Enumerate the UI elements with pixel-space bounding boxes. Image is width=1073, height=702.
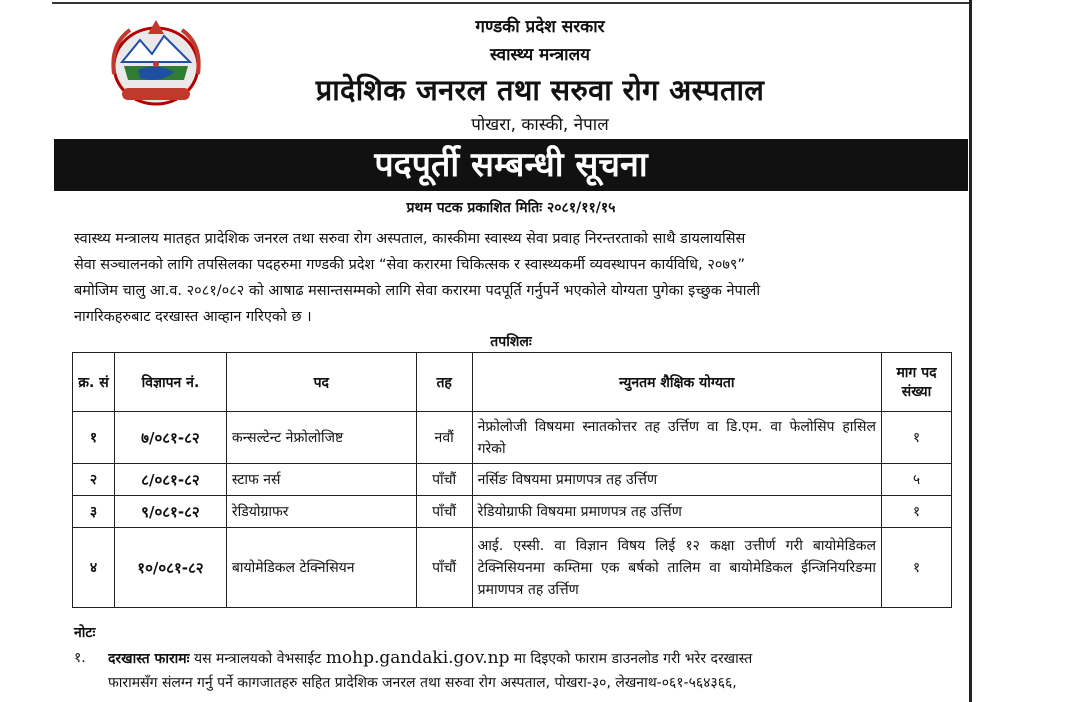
- header-ad-no: विज्ञापन नं.: [114, 353, 226, 412]
- header-demand: माग पद संख्या: [882, 353, 952, 412]
- intro-line: सेवा सञ्चालनको लागि तपसिलका पदहरुमा गण्डकी प्रदेश “सेवा करारमा चिकित्सक र स्वास्थ्यकर्मी व्यवस्थापन कार्यविधि, २०७९”: [74, 257, 745, 273]
- published-date: प्रथम पटक प्रकाशित मितिः २०८१/११/१५: [406, 200, 616, 216]
- ministry-name: स्वास्थ्य मन्त्रालय: [490, 45, 590, 65]
- cell-post: स्टाफ नर्स: [226, 464, 416, 496]
- nepal-emblem-icon: [100, 14, 212, 114]
- website-link[interactable]: mohp.gandaki.gov.np: [325, 648, 510, 668]
- notes-label: नोटः: [74, 625, 96, 641]
- cell-ad-no: ७/०८१-८२: [114, 412, 226, 464]
- table-row: [73, 464, 952, 496]
- intro-line: बमोजिम चालु आ.व. २०८१/०८२ को आषाढ मसान्तसम्मको लागि सेवा करारमा पदपूर्ति गर्नुपर्ने भएकोले योग्यता पुगेका इच्छुक नेपाली: [74, 283, 761, 299]
- intro-paragraph: [74, 226, 950, 330]
- cell-qualification: नेफ्रोलोजी विषयमा स्नातकोत्तर तह उर्त्तिण वा डि.एम. वा फेलोसिप हासिल गरेको: [472, 412, 881, 464]
- notice-title: पदपूर्ती सम्बन्धी सूचना: [54, 139, 968, 191]
- right-border: [969, 0, 972, 702]
- vacancy-table: [72, 352, 952, 608]
- intro-line: नागरिकहरुबाट दरखास्त आव्हान गरिएको छ ।: [74, 309, 312, 325]
- government-name: गण्डकी प्रदेश सरकार: [475, 17, 605, 37]
- table-row: [73, 496, 952, 528]
- hospital-name: प्रादेशिक जनरल तथा सरुवा रोग अस्पताल: [315, 73, 765, 107]
- note-item: [74, 646, 952, 695]
- header-qualification: न्युनतम शैक्षिक योग्यता: [472, 353, 881, 412]
- cell-sn: ४: [73, 528, 115, 608]
- cell-level: पाँचौं: [416, 496, 472, 528]
- cell-demand: १: [882, 412, 952, 464]
- note-line: [108, 646, 952, 671]
- cell-qualification: आई. एस्सी. वा विज्ञान विषय लिई १२ कक्षा उत्तीर्ण गरी बायोमेडिकल टेक्निसियनमा कम्तिमा एक बर्षको तालिम वा बायोमेडिकल ईन्जिनियरिङमा प्रमाणपत्र तह उर्त्तिण: [472, 528, 881, 608]
- note-text: यस मन्त्रालयको वेभसाईट: [189, 651, 326, 667]
- cell-sn: १: [73, 412, 115, 464]
- details-title: तपशिलः: [490, 334, 532, 350]
- cell-qualification: नर्सिङ विषयमा प्रमाणपत्र तह उर्त्तिण: [472, 464, 881, 496]
- cell-ad-no: १०/०८१-८२: [114, 528, 226, 608]
- table-header-row: [73, 353, 952, 412]
- cell-sn: ३: [73, 496, 115, 528]
- header-sn: क्र. सं: [73, 353, 115, 412]
- header-post: पद: [226, 353, 416, 412]
- cell-level: पाँचौं: [416, 464, 472, 496]
- top-border: [52, 2, 972, 4]
- cell-demand: १: [882, 528, 952, 608]
- table-row: [73, 412, 952, 464]
- cell-level: पाँचौं: [416, 528, 472, 608]
- cell-demand: १: [882, 496, 952, 528]
- note-number: १.: [74, 650, 86, 666]
- cell-post: रेडियोग्राफर: [226, 496, 416, 528]
- header-level: तह: [416, 353, 472, 412]
- cell-post: कन्सल्टेन्ट नेफ्रोलोजिष्ट: [226, 412, 416, 464]
- cell-level: नवौं: [416, 412, 472, 464]
- cell-ad-no: ९/०८१-८२: [114, 496, 226, 528]
- cell-post: बायोमेडिकल टेक्निसियन: [226, 528, 416, 608]
- cell-sn: २: [73, 464, 115, 496]
- cell-demand: ५: [882, 464, 952, 496]
- note-line: फारामसँग संलग्न गर्नु पर्ने कागजातहरु सहित प्रादेशिक जनरल तथा सरुवा रोग अस्पताल, पोखरा-३०, लेखनाथ-०६१-५६४३६६,: [108, 675, 737, 691]
- table-row: [73, 528, 952, 608]
- cell-qualification: रेडियोग्राफी विषयमा प्रमाणपत्र तह उर्त्तिण: [472, 496, 881, 528]
- note-body: [108, 646, 952, 695]
- hospital-address: पोखरा, कास्की, नेपाल: [471, 115, 609, 135]
- note-label-application-form: दरखास्त फारामः: [108, 651, 190, 667]
- intro-line: स्वास्थ्य मन्त्रालय मातहत प्रादेशिक जनरल तथा सरुवा रोग अस्पताल, कास्कीमा स्वास्थ्य सेवा प्रवाह निरन्तरताको साथै डायलायसिस: [74, 231, 746, 247]
- note-text: मा दिइएको फाराम डाउनलोड गरी भरेर दरखास्त: [509, 651, 753, 667]
- cell-ad-no: ८/०८१-८२: [114, 464, 226, 496]
